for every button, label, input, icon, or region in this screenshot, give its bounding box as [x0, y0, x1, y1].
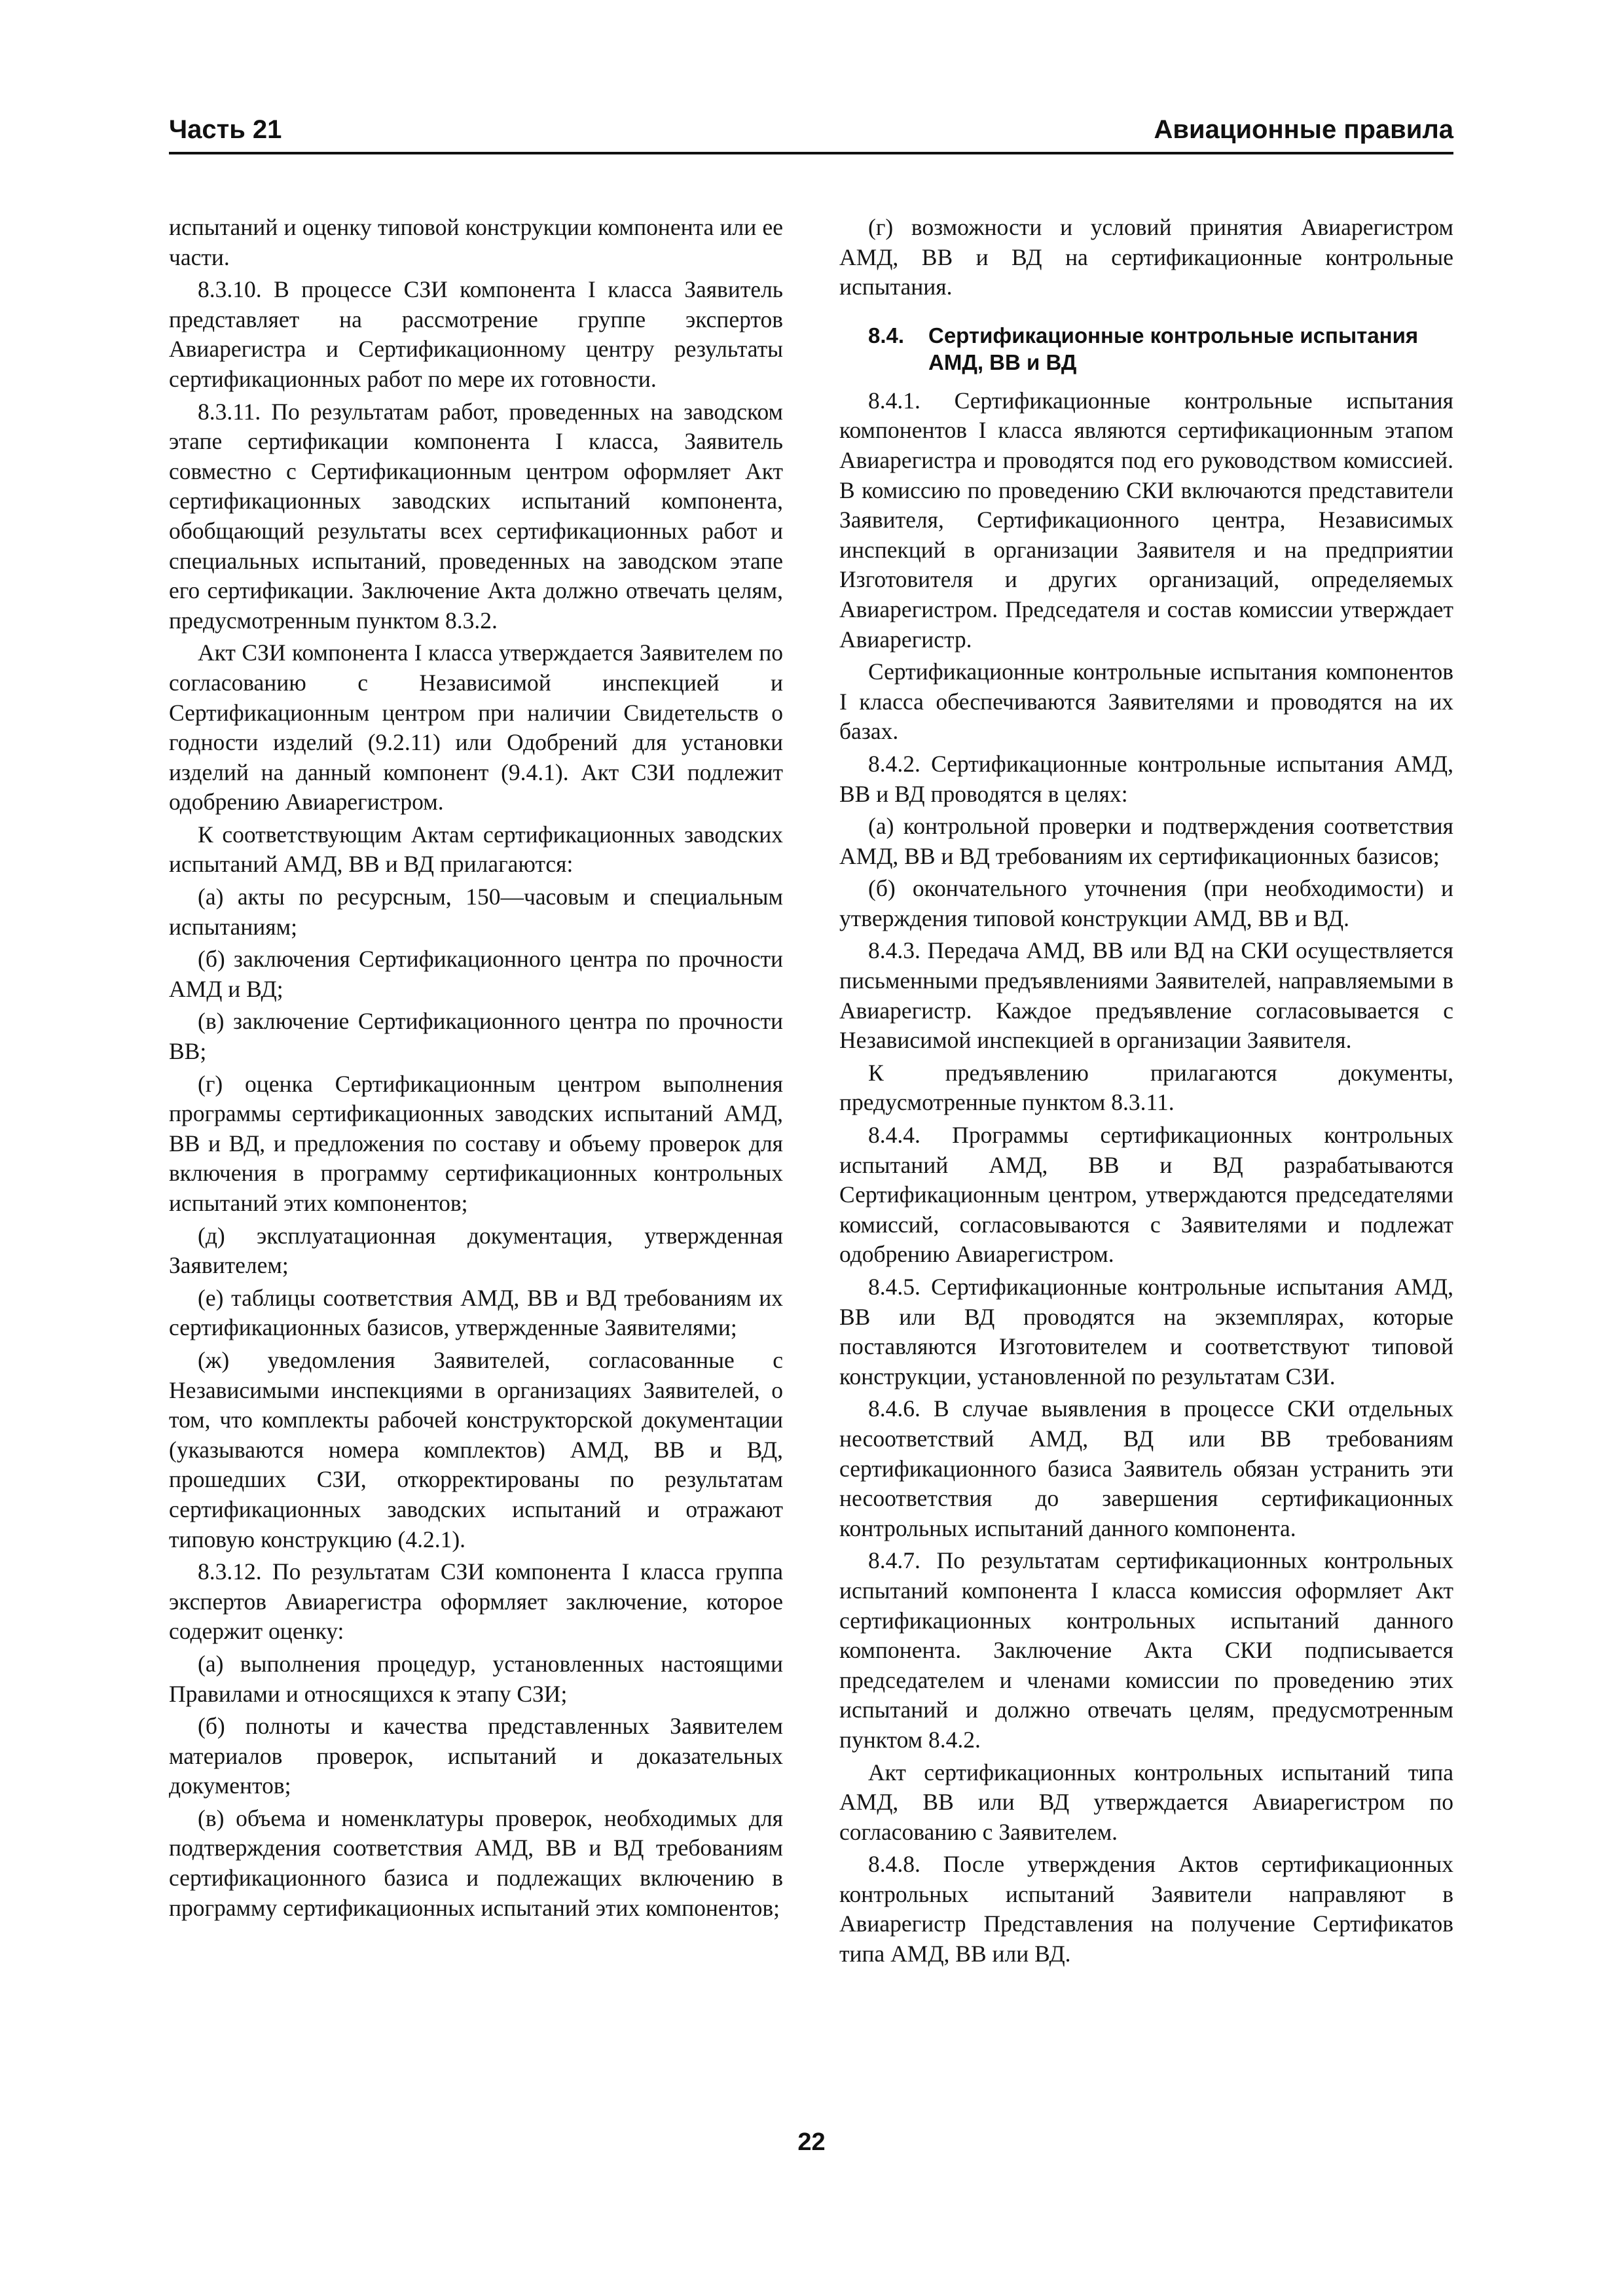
right-column [839, 213, 1453, 1972]
paragraph: Сертификационные контрольные испытания компонентов I класса обеспечиваются Заявителями и проводятся на их базах. [839, 658, 1453, 745]
list-item: (в) заключение Сертификационного центра по прочности ВВ; [169, 1008, 783, 1065]
paragraph: 8.4.4. Программы сертификационных контрольных испытаний АМД, ВВ и ВД разрабатываются Сертификационным центром, утверждаются председателями комиссий, согласовываются с Заявителями и подлежат одобрению Авиарегистром. [839, 1122, 1453, 1268]
list-item: (а) акты по ресурсным, 150—часовым и специальным испытаниям; [169, 884, 783, 940]
list-item: (е) таблицы соответствия АМД, ВВ и ВД требованиям их сертификационных базисов, утвержденные Заявителями; [169, 1284, 783, 1341]
header-rule [169, 152, 1453, 154]
list-item: (а) контрольной проверки и подтверждения соответствия АМД, ВВ и ВД требованиям их сертификационных базисов; [839, 813, 1453, 869]
paragraph: 8.3.12. По результатам СЗИ компонента I класса группа экспертов Авиарегистра оформляет заключение, которое содержит оценку: [169, 1558, 783, 1645]
running-header-title: Авиационные правила [1154, 115, 1453, 144]
list-item: (б) окончательного уточнения (при необходимости) и утверждения типовой конструкции АМД, ВВ и ВД. [839, 875, 1453, 931]
page-number: 22 [797, 2128, 826, 2156]
paragraph: испытаний и оценку типовой конструкции компонента или ее части. [169, 214, 783, 270]
list-item: (г) возможности и условий принятия Авиарегистром АМД, ВВ и ВД на сертификационные контрольные испытания. [839, 214, 1453, 300]
paragraph: 8.4.1. Сертификационные контрольные испытания компонентов I класса являются сертификационным этапом Авиарегистра и проводятся под его руководством комиссией. В комиссию по проведению СКИ включаются представители Заявителя, Сертификационного центра, Независимых инспекций в организации Заявителя и на предприятии Изготовителя и других организаций, определяемых Авиарегистром. Председателя и состав комиссии утверждает Авиарегистр. [839, 387, 1453, 653]
list-item: (а) выполнения процедур, установленных настоящими Правилами и относящихся к этапу СЗИ; [169, 1650, 783, 1707]
section-heading [868, 322, 1453, 376]
paragraph: 8.3.11. По результатам работ, проведенных на заводском этапе сертификации компонента I класса, Заявитель совместно с Сертификационным центром оформляет Акт сертификационных заводских испытаний компонента, обобщающий результаты всех сертификационных работ и специальных испытаний, проведенных на заводском этапе его сертификации. Заключение Акта должно отвечать целям, предусмотренным пунктом 8.3.2. [169, 398, 783, 634]
list-item: (ж) уведомления Заявителей, согласованные с Независимыми инспекциями в организациях Заявителей, о том, что комплекты рабочей конструкторской документации (указываются номера комплектов) АМД, ВВ и ВД, прошедших СЗИ, откорректированы по результатам сертификационных заводских испытаний и отражают типовую конструкцию (4.2.1). [169, 1346, 783, 1552]
paragraph: К предъявлению прилагаются документы, предусмотренные пунктом 8.3.11. [839, 1059, 1453, 1116]
paragraph: Акт сертификационных контрольных испытаний типа АМД, ВВ или ВД утверждается Авиарегистром по согласованию с Заявителем. [839, 1759, 1453, 1845]
paragraph: 8.4.7. По результатам сертификационных контрольных испытаний компонента I класса комиссия оформляет Акт сертификационных контрольных испытаний данного компонента. Заключение Акта СКИ подписывается председателем и членами комиссии по проведению этих испытаний и должно отвечать целям, предусмотренным пунктом 8.4.2. [839, 1547, 1453, 1753]
paragraph: 8.4.2. Сертификационные контрольные испытания АМД, ВВ и ВД проводятся в целях: [839, 750, 1453, 807]
section-title: Сертификационные контрольные испытания АМД, ВВ и ВД [928, 323, 1419, 374]
paragraph: 8.3.10. В процессе СЗИ компонента I класса Заявитель представляет на рассмотрение группе экспертов Авиарегистра и Сертификационному центру результаты сертификационных работ по мере их готовности. [169, 276, 783, 392]
list-item: (б) заключения Сертификационного центра по прочности АМД и ВД; [169, 946, 783, 1002]
section-number: 8.4. [868, 323, 905, 348]
list-item: (б) полноты и качества представленных Заявителем материалов проверок, испытаний и доказательных документов; [169, 1713, 783, 1799]
list-item: (д) эксплуатационная документация, утвержденная Заявителем; [169, 1222, 783, 1279]
paragraph: 8.4.6. В случае выявления в процессе СКИ отдельных несоответствий АМД, ВД или ВВ требованиям сертификационного базиса Заявитель обязан устранить эти несоответствия до завершения сертификационных контрольных испытаний данного компонента. [839, 1395, 1453, 1541]
paragraph: Акт СЗИ компонента I класса утверждается Заявителем по согласованию с Независимой инспекцией и Сертификационным центром при наличии Свидетельств о годности изделий (9.2.11) или Одобрений для установки изделий на данный компонент (9.4.1). Акт СЗИ подлежит одобрению Авиарегистром. [169, 639, 783, 816]
paragraph: 8.4.5. Сертификационные контрольные испытания АМД, ВВ или ВД проводятся на экземплярах, которые поставляются Изготовителем и соответствуют типовой конструкции, установленной по результатам СЗИ. [839, 1274, 1453, 1390]
paragraph: 8.4.3. Передача АМД, ВВ или ВД на СКИ осуществляется письменными предъявлениями Заявителей, направляемыми в Авиарегистр. Каждое предъявление согласовывается с Независимой инспекцией в организации Заявителя. [839, 937, 1453, 1054]
paragraph: 8.4.8. После утверждения Актов сертификационных контрольных испытаний Заявители направляют в Авиарегистр Представления на получение Сертификатов типа АМД, ВВ или ВД. [839, 1851, 1453, 1967]
list-item: (в) объема и номенклатуры проверок, необходимых для подтверждения соответствия АМД, ВВ и ВД требованиям сертификационного базиса и подлежащих включению в программу сертификационных испытаний этих компонентов; [169, 1804, 783, 1921]
list-item: (г) оценка Сертификационным центром выполнения программы сертификационных заводских испытаний АМД, ВВ и ВД, и предложения по составу и объему проверок для включения в программу сертификационных контрольных испытаний этих компонентов; [169, 1070, 783, 1216]
paragraph: К соответствующим Актам сертификационных заводских испытаний АМД, ВВ и ВД прилагаются: [169, 821, 783, 878]
left-column [169, 213, 783, 1926]
running-header-part: Часть 21 [169, 115, 282, 144]
